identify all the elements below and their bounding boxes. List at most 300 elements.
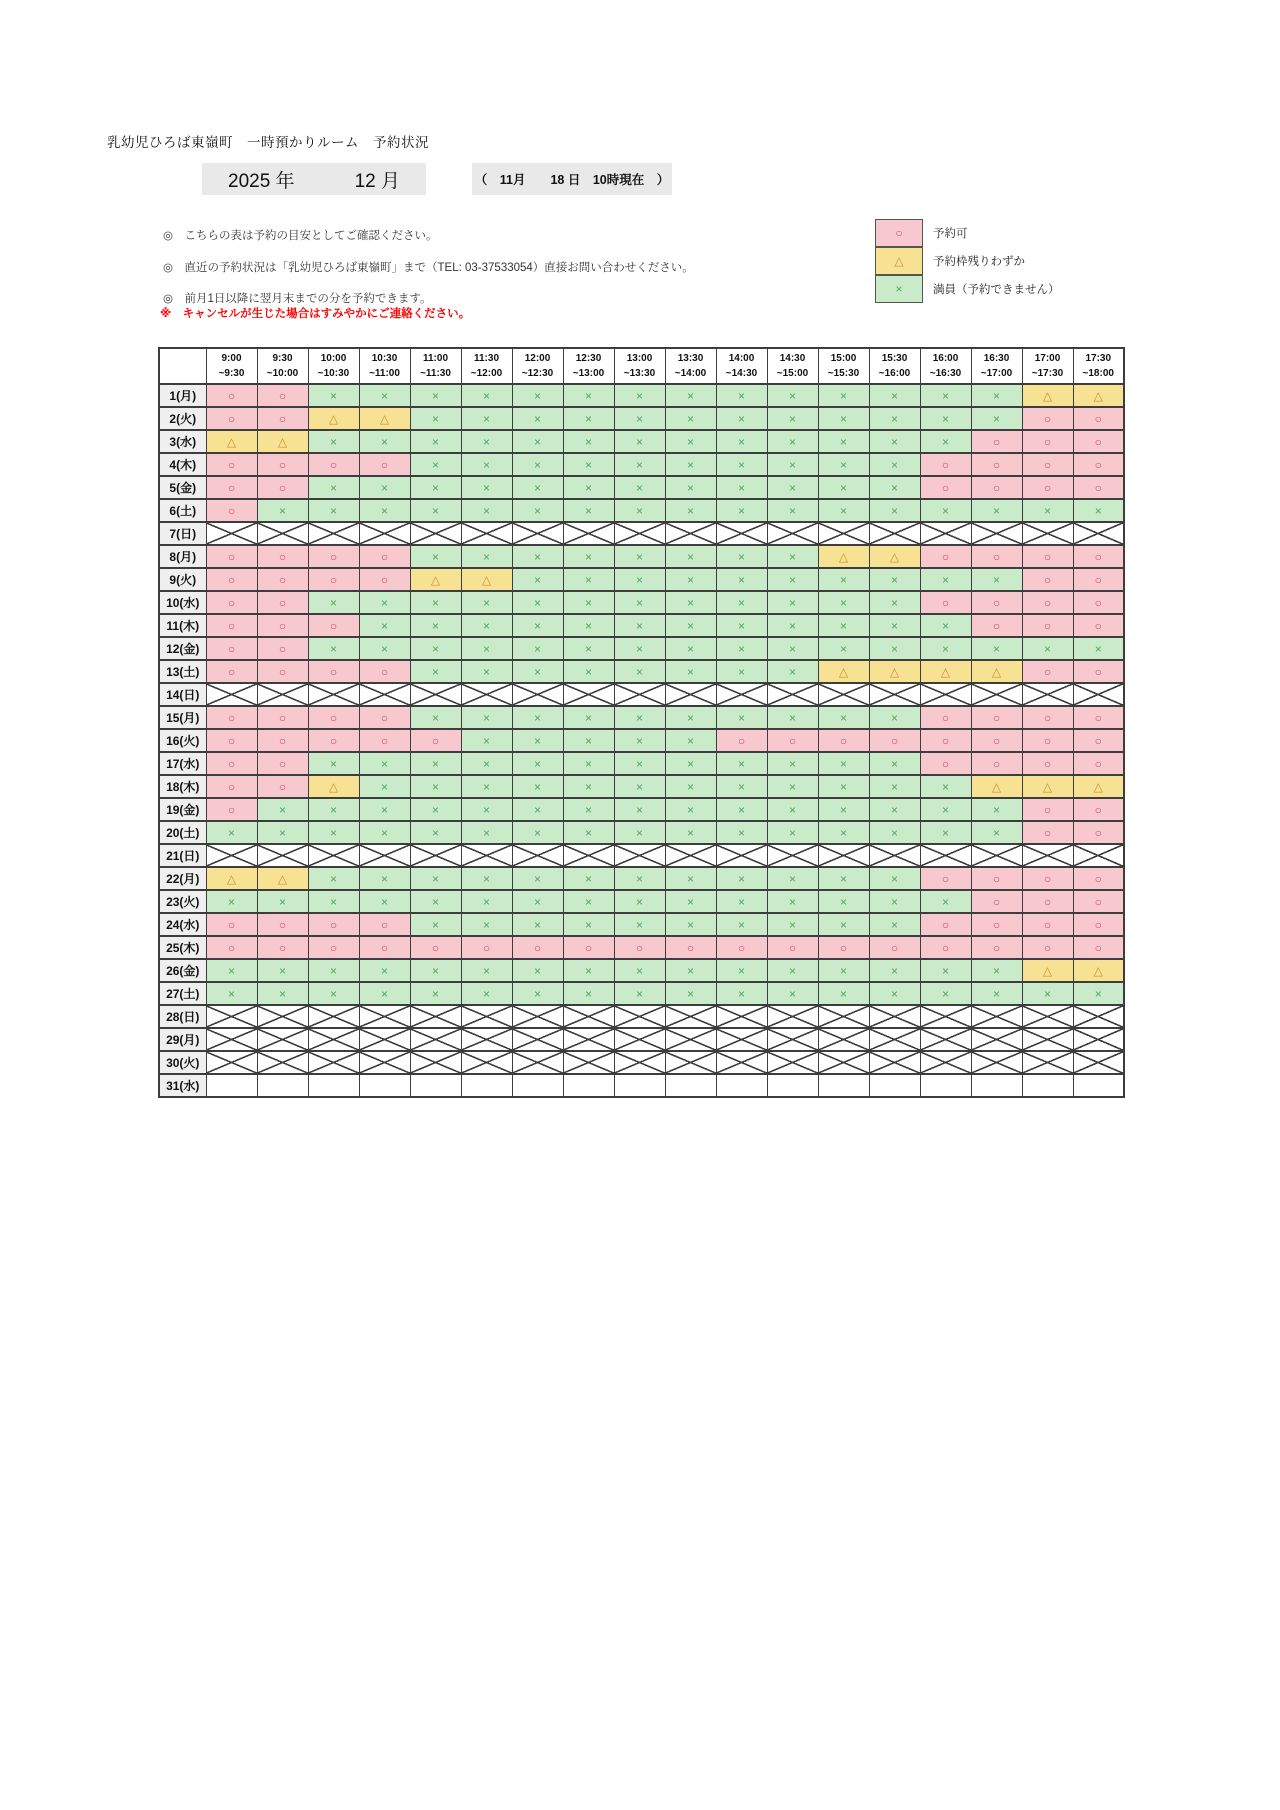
closed-cell bbox=[614, 1051, 665, 1074]
closed-cell bbox=[359, 1051, 410, 1074]
slot-cell: × bbox=[971, 637, 1022, 660]
slot-cell: × bbox=[512, 706, 563, 729]
closed-cell bbox=[818, 522, 869, 545]
slot-cell: × bbox=[512, 430, 563, 453]
closed-cell bbox=[971, 844, 1022, 867]
slot-cell: ○ bbox=[971, 476, 1022, 499]
closed-cell bbox=[716, 1051, 767, 1074]
empty-cell bbox=[1022, 1074, 1073, 1097]
slot-cell: × bbox=[410, 545, 461, 568]
closed-cell bbox=[818, 1005, 869, 1028]
closed-cell bbox=[257, 1028, 308, 1051]
slot-cell: ○ bbox=[1073, 913, 1124, 936]
slot-cell: × bbox=[716, 430, 767, 453]
slot-cell: × bbox=[767, 476, 818, 499]
closed-cell bbox=[1022, 1005, 1073, 1028]
slot-cell: ○ bbox=[206, 660, 257, 683]
slot-cell: × bbox=[512, 982, 563, 1005]
slot-cell: △ bbox=[920, 660, 971, 683]
slot-cell: × bbox=[206, 982, 257, 1005]
slot-cell: × bbox=[410, 706, 461, 729]
table-row bbox=[159, 752, 1124, 775]
closed-cell bbox=[257, 522, 308, 545]
slot-cell: ○ bbox=[1022, 798, 1073, 821]
slot-cell: × bbox=[1022, 637, 1073, 660]
slot-cell: ○ bbox=[1073, 568, 1124, 591]
slot-cell: ○ bbox=[308, 660, 359, 683]
slot-cell: × bbox=[308, 591, 359, 614]
slot-cell: ○ bbox=[359, 660, 410, 683]
slot-cell: × bbox=[1073, 499, 1124, 522]
closed-cell bbox=[461, 522, 512, 545]
time-header-cell: 9:00 ~9:30 bbox=[206, 348, 257, 384]
slot-cell: × bbox=[818, 430, 869, 453]
closed-cell bbox=[563, 844, 614, 867]
slot-cell: × bbox=[512, 614, 563, 637]
slot-cell: ○ bbox=[257, 384, 308, 407]
slot-cell: × bbox=[716, 775, 767, 798]
slot-cell: × bbox=[665, 729, 716, 752]
slot-cell: ○ bbox=[1073, 890, 1124, 913]
day-header-cell: 13(土) bbox=[159, 660, 206, 683]
slot-cell: × bbox=[563, 798, 614, 821]
slot-cell: × bbox=[308, 476, 359, 499]
slot-cell: △ bbox=[971, 660, 1022, 683]
table-row bbox=[159, 384, 1124, 407]
slot-cell: × bbox=[410, 407, 461, 430]
closed-cell bbox=[257, 1051, 308, 1074]
slot-cell: × bbox=[869, 821, 920, 844]
slot-cell: ○ bbox=[206, 752, 257, 775]
slot-cell: × bbox=[257, 959, 308, 982]
slot-cell: × bbox=[410, 660, 461, 683]
slot-cell: × bbox=[563, 545, 614, 568]
slot-cell: × bbox=[359, 591, 410, 614]
slot-cell: × bbox=[614, 499, 665, 522]
day-header-cell: 14(日) bbox=[159, 683, 206, 706]
slot-cell: ○ bbox=[920, 476, 971, 499]
slot-cell: × bbox=[869, 476, 920, 499]
slot-cell: × bbox=[512, 453, 563, 476]
closed-cell bbox=[767, 844, 818, 867]
slot-cell: × bbox=[818, 453, 869, 476]
slot-cell: ○ bbox=[767, 936, 818, 959]
slot-cell: ○ bbox=[971, 453, 1022, 476]
closed-cell bbox=[359, 522, 410, 545]
slot-cell: × bbox=[614, 959, 665, 982]
slot-cell: × bbox=[512, 821, 563, 844]
time-header-cell: 15:00 ~15:30 bbox=[818, 348, 869, 384]
slot-cell: × bbox=[461, 706, 512, 729]
slot-cell: × bbox=[512, 729, 563, 752]
closed-cell bbox=[206, 1051, 257, 1074]
slot-cell: × bbox=[665, 430, 716, 453]
slot-cell: △ bbox=[971, 775, 1022, 798]
slot-cell: × bbox=[461, 913, 512, 936]
slot-cell: × bbox=[410, 614, 461, 637]
day-header-cell: 10(水) bbox=[159, 591, 206, 614]
slot-cell: × bbox=[563, 867, 614, 890]
slot-cell: × bbox=[563, 637, 614, 660]
slot-cell: × bbox=[461, 614, 512, 637]
day-header-cell: 17(水) bbox=[159, 752, 206, 775]
slot-cell: × bbox=[512, 637, 563, 660]
closed-cell bbox=[869, 683, 920, 706]
slot-cell: ○ bbox=[206, 614, 257, 637]
legend-row-available bbox=[875, 219, 1060, 247]
table-row bbox=[159, 1005, 1124, 1028]
slot-cell: × bbox=[461, 499, 512, 522]
slot-cell: × bbox=[410, 752, 461, 775]
closed-cell bbox=[869, 1005, 920, 1028]
day-header-cell: 27(土) bbox=[159, 982, 206, 1005]
slot-cell: × bbox=[359, 798, 410, 821]
slot-cell: × bbox=[818, 890, 869, 913]
slot-cell: ○ bbox=[308, 545, 359, 568]
slot-cell: ○ bbox=[206, 453, 257, 476]
time-header-cell: 13:00 ~13:30 bbox=[614, 348, 665, 384]
time-header-cell: 9:30 ~10:00 bbox=[257, 348, 308, 384]
day-header-cell: 7(日) bbox=[159, 522, 206, 545]
time-header-cell: 15:30 ~16:00 bbox=[869, 348, 920, 384]
closed-cell bbox=[665, 844, 716, 867]
slot-cell: × bbox=[206, 959, 257, 982]
slot-cell: ○ bbox=[206, 568, 257, 591]
slot-cell: × bbox=[767, 867, 818, 890]
slot-cell: × bbox=[563, 913, 614, 936]
slot-cell: × bbox=[665, 591, 716, 614]
slot-cell: × bbox=[818, 798, 869, 821]
slot-cell: × bbox=[563, 568, 614, 591]
closed-cell bbox=[410, 1051, 461, 1074]
slot-cell: ○ bbox=[308, 453, 359, 476]
closed-cell bbox=[257, 683, 308, 706]
slot-cell: × bbox=[461, 591, 512, 614]
slot-cell: × bbox=[869, 637, 920, 660]
table-row bbox=[159, 844, 1124, 867]
slot-cell: × bbox=[512, 660, 563, 683]
legend bbox=[875, 219, 1060, 303]
slot-cell: ○ bbox=[971, 430, 1022, 453]
slot-cell: × bbox=[716, 476, 767, 499]
slot-cell: × bbox=[1022, 982, 1073, 1005]
slot-cell: △ bbox=[461, 568, 512, 591]
slot-cell: × bbox=[512, 867, 563, 890]
slot-cell: ○ bbox=[1022, 430, 1073, 453]
slot-cell: ○ bbox=[359, 453, 410, 476]
slot-cell: × bbox=[767, 821, 818, 844]
slot-cell: × bbox=[461, 867, 512, 890]
slot-cell: ○ bbox=[206, 476, 257, 499]
slot-cell: × bbox=[818, 706, 869, 729]
slot-cell: × bbox=[461, 660, 512, 683]
closed-cell bbox=[512, 1028, 563, 1051]
slot-cell: × bbox=[563, 407, 614, 430]
slot-cell: × bbox=[461, 430, 512, 453]
slot-cell: × bbox=[716, 890, 767, 913]
slot-cell: × bbox=[665, 798, 716, 821]
slot-cell: ○ bbox=[461, 936, 512, 959]
slot-cell: × bbox=[920, 821, 971, 844]
slot-cell: × bbox=[767, 637, 818, 660]
slot-cell: × bbox=[614, 591, 665, 614]
slot-cell: × bbox=[614, 798, 665, 821]
slot-cell: × bbox=[971, 821, 1022, 844]
slot-cell: ○ bbox=[257, 775, 308, 798]
slot-cell: ○ bbox=[1022, 729, 1073, 752]
slot-cell: × bbox=[614, 729, 665, 752]
time-header-cell: 14:30 ~15:00 bbox=[767, 348, 818, 384]
closed-cell bbox=[716, 1028, 767, 1051]
slot-cell: ○ bbox=[359, 545, 410, 568]
slot-cell: × bbox=[818, 913, 869, 936]
table-row bbox=[159, 821, 1124, 844]
slot-cell: × bbox=[920, 959, 971, 982]
slot-cell: × bbox=[461, 752, 512, 775]
table-row bbox=[159, 798, 1124, 821]
slot-cell: ○ bbox=[1073, 936, 1124, 959]
table-row bbox=[159, 683, 1124, 706]
slot-cell: ○ bbox=[257, 729, 308, 752]
table-row bbox=[159, 568, 1124, 591]
closed-cell bbox=[920, 1028, 971, 1051]
closed-cell bbox=[1073, 1028, 1124, 1051]
closed-cell bbox=[767, 522, 818, 545]
slot-cell: ○ bbox=[971, 706, 1022, 729]
slot-cell: × bbox=[461, 729, 512, 752]
slot-cell: × bbox=[410, 867, 461, 890]
slot-cell: × bbox=[563, 384, 614, 407]
slot-cell: × bbox=[308, 798, 359, 821]
slot-cell: ○ bbox=[971, 591, 1022, 614]
slot-cell: × bbox=[665, 706, 716, 729]
slot-cell: × bbox=[818, 568, 869, 591]
day-header-cell: 23(火) bbox=[159, 890, 206, 913]
closed-cell bbox=[308, 1028, 359, 1051]
empty-cell bbox=[1073, 1074, 1124, 1097]
closed-cell bbox=[257, 844, 308, 867]
slot-cell: × bbox=[614, 384, 665, 407]
empty-cell bbox=[257, 1074, 308, 1097]
slot-cell: × bbox=[920, 384, 971, 407]
slot-cell: × bbox=[257, 982, 308, 1005]
closed-cell bbox=[410, 844, 461, 867]
slot-cell: × bbox=[716, 867, 767, 890]
slot-cell: × bbox=[512, 407, 563, 430]
slot-cell: × bbox=[512, 476, 563, 499]
slot-cell: × bbox=[359, 614, 410, 637]
slot-cell: × bbox=[410, 798, 461, 821]
slot-cell: × bbox=[716, 752, 767, 775]
slot-cell: × bbox=[461, 775, 512, 798]
slot-cell: ○ bbox=[1073, 476, 1124, 499]
closed-cell bbox=[512, 522, 563, 545]
slot-cell: × bbox=[869, 867, 920, 890]
legend-label-few: 予約枠残りわずか bbox=[933, 256, 1025, 268]
slot-cell: × bbox=[716, 913, 767, 936]
slot-cell: × bbox=[767, 959, 818, 982]
slot-cell: ○ bbox=[1073, 798, 1124, 821]
closed-cell bbox=[563, 683, 614, 706]
slot-cell: × bbox=[257, 499, 308, 522]
slot-cell: ○ bbox=[206, 637, 257, 660]
slot-cell: △ bbox=[206, 430, 257, 453]
closed-cell bbox=[512, 1005, 563, 1028]
slot-cell: × bbox=[869, 959, 920, 982]
legend-swatch-available: ○ bbox=[875, 219, 923, 247]
slot-cell: × bbox=[512, 775, 563, 798]
slot-cell: ○ bbox=[257, 476, 308, 499]
slot-cell: × bbox=[614, 752, 665, 775]
slot-cell: × bbox=[308, 959, 359, 982]
slot-cell: × bbox=[818, 614, 869, 637]
slot-cell: × bbox=[308, 499, 359, 522]
table-row bbox=[159, 522, 1124, 545]
slot-cell: × bbox=[767, 568, 818, 591]
slot-cell: × bbox=[359, 476, 410, 499]
year-label: 2025 年 bbox=[228, 170, 295, 192]
closed-cell bbox=[1073, 522, 1124, 545]
slot-cell: ○ bbox=[971, 890, 1022, 913]
closed-cell bbox=[512, 1051, 563, 1074]
legend-label-full: 満員（予約できません） bbox=[933, 284, 1060, 296]
closed-cell bbox=[665, 1028, 716, 1051]
slot-cell: × bbox=[359, 499, 410, 522]
time-header-cell: 10:00 ~10:30 bbox=[308, 348, 359, 384]
slot-cell: × bbox=[410, 821, 461, 844]
slot-cell: ○ bbox=[410, 729, 461, 752]
table-row bbox=[159, 660, 1124, 683]
slot-cell: ○ bbox=[971, 867, 1022, 890]
time-header-cell: 10:30 ~11:00 bbox=[359, 348, 410, 384]
slot-cell: × bbox=[767, 890, 818, 913]
closed-cell bbox=[410, 1005, 461, 1028]
slot-cell: × bbox=[818, 384, 869, 407]
slot-cell: × bbox=[461, 890, 512, 913]
slot-cell: × bbox=[359, 959, 410, 982]
slot-cell: × bbox=[869, 384, 920, 407]
slot-cell: × bbox=[563, 614, 614, 637]
slot-cell: × bbox=[665, 890, 716, 913]
slot-cell: ○ bbox=[257, 637, 308, 660]
slot-cell: × bbox=[563, 752, 614, 775]
slot-cell: × bbox=[614, 407, 665, 430]
closed-cell bbox=[614, 683, 665, 706]
empty-cell bbox=[308, 1074, 359, 1097]
slot-cell: ○ bbox=[1022, 752, 1073, 775]
slot-cell: ○ bbox=[257, 545, 308, 568]
slot-cell: × bbox=[716, 660, 767, 683]
slot-cell: × bbox=[971, 384, 1022, 407]
table-row bbox=[159, 476, 1124, 499]
slot-cell: × bbox=[614, 913, 665, 936]
closed-cell bbox=[359, 1028, 410, 1051]
slot-cell: ○ bbox=[206, 913, 257, 936]
closed-cell bbox=[359, 844, 410, 867]
slot-cell: ○ bbox=[1073, 729, 1124, 752]
closed-cell bbox=[206, 522, 257, 545]
slot-cell: ○ bbox=[359, 568, 410, 591]
closed-cell bbox=[716, 844, 767, 867]
slot-cell: × bbox=[563, 660, 614, 683]
slot-cell: ○ bbox=[308, 913, 359, 936]
closed-cell bbox=[563, 1028, 614, 1051]
closed-cell bbox=[1022, 1028, 1073, 1051]
slot-cell: × bbox=[920, 407, 971, 430]
slot-cell: × bbox=[767, 430, 818, 453]
slot-cell: × bbox=[767, 591, 818, 614]
corner-cell bbox=[159, 348, 206, 384]
slot-cell: × bbox=[512, 890, 563, 913]
closed-cell bbox=[563, 522, 614, 545]
time-header-cell: 14:00 ~14:30 bbox=[716, 348, 767, 384]
slot-cell: × bbox=[818, 752, 869, 775]
slot-cell: ○ bbox=[1022, 407, 1073, 430]
table-row bbox=[159, 453, 1124, 476]
slot-cell: × bbox=[665, 913, 716, 936]
closed-cell bbox=[461, 683, 512, 706]
slot-cell: ○ bbox=[1022, 706, 1073, 729]
slot-cell: × bbox=[971, 798, 1022, 821]
empty-cell bbox=[971, 1074, 1022, 1097]
slot-cell: × bbox=[512, 798, 563, 821]
slot-cell: × bbox=[1022, 499, 1073, 522]
slot-cell: × bbox=[563, 729, 614, 752]
legend-row-full bbox=[875, 275, 1060, 303]
slot-cell: × bbox=[563, 499, 614, 522]
day-header-cell: 30(火) bbox=[159, 1051, 206, 1074]
slot-cell: × bbox=[665, 545, 716, 568]
slot-cell: × bbox=[869, 499, 920, 522]
reservation-table bbox=[158, 347, 1125, 1098]
slot-cell: × bbox=[869, 591, 920, 614]
slot-cell: × bbox=[665, 867, 716, 890]
day-header-cell: 12(金) bbox=[159, 637, 206, 660]
day-header-cell: 3(水) bbox=[159, 430, 206, 453]
slot-cell: × bbox=[614, 890, 665, 913]
slot-cell: ○ bbox=[716, 936, 767, 959]
closed-cell bbox=[920, 683, 971, 706]
slot-cell: ○ bbox=[206, 407, 257, 430]
slot-cell: × bbox=[512, 384, 563, 407]
slot-cell: × bbox=[716, 982, 767, 1005]
slot-cell: × bbox=[614, 706, 665, 729]
slot-cell: × bbox=[461, 453, 512, 476]
slot-cell: × bbox=[665, 660, 716, 683]
slot-cell: ○ bbox=[1022, 936, 1073, 959]
closed-cell bbox=[716, 683, 767, 706]
slot-cell: ○ bbox=[971, 913, 1022, 936]
table-row bbox=[159, 706, 1124, 729]
slot-cell: × bbox=[461, 821, 512, 844]
day-header-cell: 6(土) bbox=[159, 499, 206, 522]
day-header-cell: 8(月) bbox=[159, 545, 206, 568]
table-row bbox=[159, 430, 1124, 453]
table-row bbox=[159, 890, 1124, 913]
table-row bbox=[159, 637, 1124, 660]
slot-cell: × bbox=[614, 821, 665, 844]
slot-cell: ○ bbox=[665, 936, 716, 959]
slot-cell: ○ bbox=[920, 913, 971, 936]
slot-cell: × bbox=[818, 476, 869, 499]
table-row bbox=[159, 591, 1124, 614]
slot-cell: × bbox=[1073, 637, 1124, 660]
closed-cell bbox=[206, 844, 257, 867]
slot-cell: ○ bbox=[257, 752, 308, 775]
closed-cell bbox=[1073, 1005, 1124, 1028]
slot-cell: ○ bbox=[308, 614, 359, 637]
slot-cell: × bbox=[410, 591, 461, 614]
